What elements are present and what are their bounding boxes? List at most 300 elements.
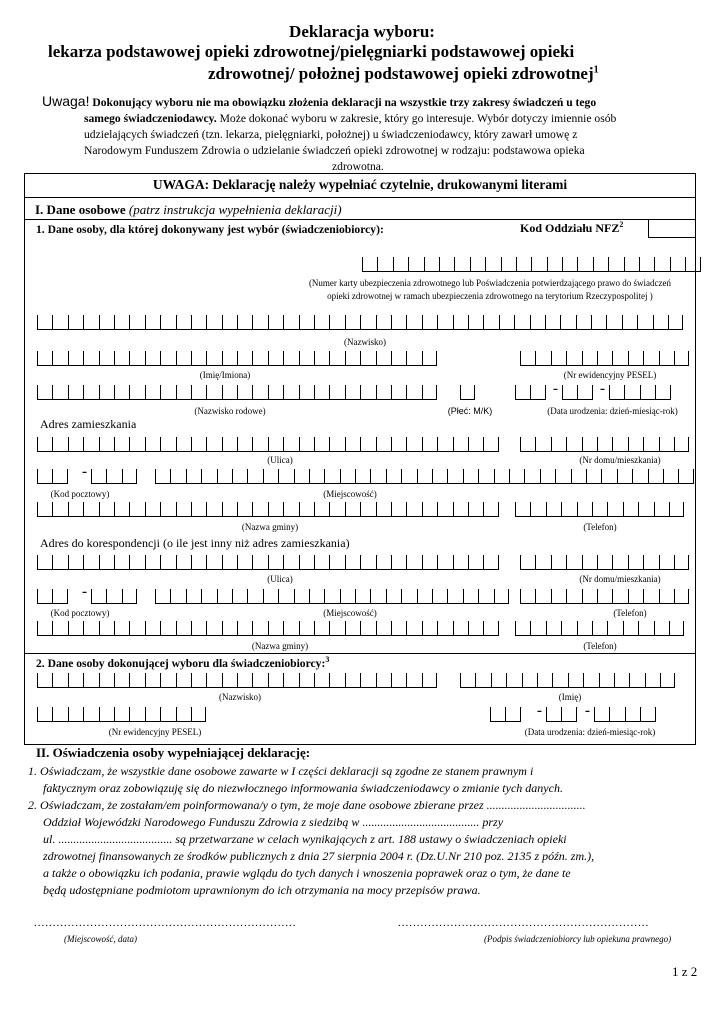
input-cell[interactable] (625, 707, 640, 722)
input-cell[interactable] (530, 315, 545, 330)
input-cell[interactable] (237, 673, 252, 688)
input-cell[interactable] (99, 315, 114, 330)
input-cell[interactable] (460, 385, 475, 400)
input-cell[interactable] (145, 502, 160, 517)
input-cell[interactable] (453, 621, 468, 636)
input-cell[interactable] (546, 621, 561, 636)
input-cell[interactable] (294, 589, 309, 604)
input-cell[interactable] (114, 707, 129, 722)
input-cell[interactable] (222, 437, 237, 452)
input-cell[interactable] (640, 385, 655, 400)
input-cell[interactable] (535, 437, 550, 452)
input-cell[interactable] (566, 589, 581, 604)
input-cell[interactable] (129, 621, 144, 636)
corr-street-field[interactable] (37, 555, 499, 570)
input-cell[interactable] (628, 437, 643, 452)
input-cell[interactable] (345, 673, 360, 688)
input-cell[interactable] (263, 469, 278, 484)
input-cell[interactable] (628, 589, 643, 604)
input-cell[interactable] (329, 502, 344, 517)
input-cell[interactable] (422, 437, 437, 452)
input-cell[interactable] (283, 385, 298, 400)
input-cell[interactable] (674, 351, 689, 366)
input-cell[interactable] (376, 351, 391, 366)
phone-field[interactable] (515, 502, 684, 517)
pesel-field[interactable] (520, 351, 689, 366)
input-cell[interactable] (659, 555, 674, 570)
input-cell[interactable] (83, 385, 98, 400)
input-cell[interactable] (643, 351, 658, 366)
input-cell[interactable] (607, 502, 622, 517)
input-cell[interactable] (247, 469, 262, 484)
input-cell[interactable] (535, 351, 550, 366)
input-cell[interactable] (494, 469, 509, 484)
input-cell[interactable] (206, 555, 221, 570)
input-cell[interactable] (329, 555, 344, 570)
input-cell[interactable] (68, 351, 83, 366)
input-cell[interactable] (191, 555, 206, 570)
input-cell[interactable] (612, 437, 627, 452)
input-cell[interactable] (99, 385, 114, 400)
input-cell[interactable] (345, 621, 360, 636)
input-cell[interactable] (491, 673, 506, 688)
corr-city-field[interactable] (155, 589, 509, 604)
input-cell[interactable] (670, 257, 685, 272)
input-cell[interactable] (515, 385, 530, 400)
input-cell[interactable] (52, 469, 67, 484)
input-cell[interactable] (566, 437, 581, 452)
input-cell[interactable] (129, 673, 144, 688)
input-cell[interactable] (360, 621, 375, 636)
input-cell[interactable] (624, 257, 639, 272)
input-cell[interactable] (129, 315, 144, 330)
input-cell[interactable] (645, 673, 660, 688)
input-cell[interactable] (83, 555, 98, 570)
input-cell[interactable] (406, 351, 421, 366)
input-cell[interactable] (314, 437, 329, 452)
input-cell[interactable] (437, 555, 452, 570)
input-cell[interactable] (170, 469, 185, 484)
input-cell[interactable] (83, 707, 98, 722)
input-cell[interactable] (417, 589, 432, 604)
input-cell[interactable] (91, 469, 106, 484)
input-cell[interactable] (545, 315, 560, 330)
input-cell[interactable] (252, 385, 267, 400)
input-cell[interactable] (663, 469, 678, 484)
input-cell[interactable] (145, 673, 160, 688)
input-cell[interactable] (597, 589, 612, 604)
input-cell[interactable] (623, 621, 638, 636)
input-cell[interactable] (191, 385, 206, 400)
input-cell[interactable] (422, 385, 437, 400)
input-cell[interactable] (468, 555, 483, 570)
input-cell[interactable] (345, 555, 360, 570)
input-cell[interactable] (376, 437, 391, 452)
input-cell[interactable] (360, 673, 375, 688)
input-cell[interactable] (145, 621, 160, 636)
input-cell[interactable] (176, 437, 191, 452)
birth-day-field[interactable] (515, 385, 546, 400)
input-cell[interactable] (562, 385, 577, 400)
input-cell[interactable] (114, 315, 129, 330)
input-cell[interactable] (83, 315, 98, 330)
input-cell[interactable] (485, 257, 500, 272)
input-cell[interactable] (437, 502, 452, 517)
input-cell[interactable] (129, 437, 144, 452)
input-cell[interactable] (520, 555, 535, 570)
input-cell[interactable] (594, 707, 609, 722)
input-cell[interactable] (408, 257, 423, 272)
input-cell[interactable] (475, 673, 490, 688)
input-cell[interactable] (638, 621, 653, 636)
input-cell[interactable] (160, 555, 175, 570)
input-cell[interactable] (106, 469, 121, 484)
input-cell[interactable] (360, 502, 375, 517)
input-cell[interactable] (237, 351, 252, 366)
input-cell[interactable] (609, 385, 624, 400)
input-cell[interactable] (99, 437, 114, 452)
input-cell[interactable] (129, 502, 144, 517)
input-cell[interactable] (654, 257, 669, 272)
input-cell[interactable] (561, 502, 576, 517)
input-cell[interactable] (453, 555, 468, 570)
input-cell[interactable] (447, 469, 462, 484)
input-cell[interactable] (468, 621, 483, 636)
input-cell[interactable] (432, 589, 447, 604)
input-cell[interactable] (608, 257, 623, 272)
input-cell[interactable] (114, 555, 129, 570)
pesel2-field[interactable] (37, 707, 206, 722)
input-cell[interactable] (561, 707, 576, 722)
input-cell[interactable] (376, 673, 391, 688)
input-cell[interactable] (506, 673, 521, 688)
input-cell[interactable] (52, 673, 67, 688)
input-cell[interactable] (614, 673, 629, 688)
input-cell[interactable] (37, 707, 52, 722)
input-cell[interactable] (99, 673, 114, 688)
input-cell[interactable] (160, 707, 175, 722)
input-cell[interactable] (674, 555, 689, 570)
input-cell[interactable] (52, 502, 67, 517)
input-cell[interactable] (577, 621, 592, 636)
input-cell[interactable] (535, 555, 550, 570)
input-cell[interactable] (643, 589, 658, 604)
input-cell[interactable] (160, 437, 175, 452)
input-cell[interactable] (360, 437, 375, 452)
input-cell[interactable] (674, 589, 689, 604)
input-cell[interactable] (52, 385, 67, 400)
input-cell[interactable] (591, 315, 606, 330)
birth-month-field[interactable] (562, 385, 593, 400)
input-cell[interactable] (222, 315, 237, 330)
input-cell[interactable] (114, 351, 129, 366)
input-cell[interactable] (299, 502, 314, 517)
input-cell[interactable] (329, 385, 344, 400)
input-cell[interactable] (37, 502, 52, 517)
birth-year-field[interactable] (609, 385, 671, 400)
input-cell[interactable] (422, 621, 437, 636)
input-cell[interactable] (114, 673, 129, 688)
nfz-code-field[interactable] (648, 219, 696, 238)
input-cell[interactable] (552, 673, 567, 688)
input-cell[interactable] (222, 555, 237, 570)
input-cell[interactable] (176, 621, 191, 636)
input-cell[interactable] (176, 385, 191, 400)
input-cell[interactable] (501, 257, 516, 272)
input-cell[interactable] (355, 589, 370, 604)
input-cell[interactable] (377, 257, 392, 272)
input-cell[interactable] (551, 555, 566, 570)
input-cell[interactable] (99, 555, 114, 570)
input-cell[interactable] (191, 673, 206, 688)
input-cell[interactable] (612, 555, 627, 570)
input-cell[interactable] (509, 469, 524, 484)
input-cell[interactable] (601, 469, 616, 484)
input-cell[interactable] (360, 315, 375, 330)
corr-postal-code-1-field[interactable] (37, 589, 68, 604)
input-cell[interactable] (191, 351, 206, 366)
input-cell[interactable] (37, 315, 52, 330)
input-cell[interactable] (314, 351, 329, 366)
input-cell[interactable] (391, 502, 406, 517)
input-cell[interactable] (376, 621, 391, 636)
input-cell[interactable] (592, 621, 607, 636)
input-cell[interactable] (607, 621, 622, 636)
input-cell[interactable] (314, 315, 329, 330)
input-cell[interactable] (470, 257, 485, 272)
input-cell[interactable] (345, 502, 360, 517)
input-cell[interactable] (309, 589, 324, 604)
input-cell[interactable] (191, 315, 206, 330)
input-cell[interactable] (176, 555, 191, 570)
input-cell[interactable] (669, 502, 684, 517)
input-cell[interactable] (577, 385, 592, 400)
input-cell[interactable] (483, 437, 498, 452)
input-cell[interactable] (206, 385, 221, 400)
input-cell[interactable] (37, 555, 52, 570)
input-cell[interactable] (617, 469, 632, 484)
input-cell[interactable] (391, 555, 406, 570)
input-cell[interactable] (654, 621, 669, 636)
input-cell[interactable] (268, 437, 283, 452)
input-cell[interactable] (106, 589, 121, 604)
input-cell[interactable] (247, 589, 262, 604)
input-cell[interactable] (648, 469, 663, 484)
input-cell[interactable] (638, 502, 653, 517)
input-cell[interactable] (530, 621, 545, 636)
input-cell[interactable] (568, 673, 583, 688)
input-cell[interactable] (376, 315, 391, 330)
postal-code-2-field[interactable] (91, 469, 137, 484)
input-cell[interactable] (268, 621, 283, 636)
input-cell[interactable] (401, 469, 416, 484)
input-cell[interactable] (674, 437, 689, 452)
input-cell[interactable] (560, 315, 575, 330)
input-cell[interactable] (299, 555, 314, 570)
input-cell[interactable] (355, 469, 370, 484)
input-cell[interactable] (406, 315, 421, 330)
input-cell[interactable] (299, 351, 314, 366)
input-cell[interactable] (592, 502, 607, 517)
input-cell[interactable] (551, 351, 566, 366)
input-cell[interactable] (515, 502, 530, 517)
input-cell[interactable] (340, 469, 355, 484)
input-cell[interactable] (406, 437, 421, 452)
input-cell[interactable] (252, 437, 267, 452)
input-cell[interactable] (160, 315, 175, 330)
input-cell[interactable] (494, 589, 509, 604)
input-cell[interactable] (114, 502, 129, 517)
first-name2-field[interactable] (460, 673, 675, 688)
input-cell[interactable] (191, 502, 206, 517)
input-cell[interactable] (52, 621, 67, 636)
input-cell[interactable] (453, 315, 468, 330)
input-cell[interactable] (360, 351, 375, 366)
input-cell[interactable] (576, 315, 591, 330)
input-cell[interactable] (232, 589, 247, 604)
input-cell[interactable] (145, 351, 160, 366)
input-cell[interactable] (628, 555, 643, 570)
first-name-field[interactable] (37, 351, 437, 366)
input-cell[interactable] (268, 555, 283, 570)
input-cell[interactable] (283, 315, 298, 330)
input-cell[interactable] (597, 555, 612, 570)
input-cell[interactable] (659, 351, 674, 366)
input-cell[interactable] (268, 673, 283, 688)
input-cell[interactable] (37, 673, 52, 688)
input-cell[interactable] (370, 469, 385, 484)
input-cell[interactable] (252, 555, 267, 570)
input-cell[interactable] (129, 385, 144, 400)
input-cell[interactable] (299, 385, 314, 400)
input-cell[interactable] (283, 621, 298, 636)
input-cell[interactable] (99, 621, 114, 636)
input-cell[interactable] (453, 437, 468, 452)
input-cell[interactable] (582, 351, 597, 366)
input-cell[interactable] (237, 502, 252, 517)
input-cell[interactable] (176, 315, 191, 330)
input-cell[interactable] (551, 589, 566, 604)
input-cell[interactable] (360, 385, 375, 400)
input-cell[interactable] (186, 589, 201, 604)
input-cell[interactable] (345, 351, 360, 366)
input-cell[interactable] (99, 351, 114, 366)
input-cell[interactable] (176, 502, 191, 517)
input-cell[interactable] (37, 589, 52, 604)
input-cell[interactable] (222, 385, 237, 400)
input-cell[interactable] (546, 707, 561, 722)
input-cell[interactable] (514, 315, 529, 330)
input-cell[interactable] (201, 589, 216, 604)
input-cell[interactable] (577, 257, 592, 272)
input-cell[interactable] (68, 707, 83, 722)
input-cell[interactable] (490, 707, 505, 722)
input-cell[interactable] (283, 555, 298, 570)
input-cell[interactable] (324, 589, 339, 604)
input-cell[interactable] (268, 385, 283, 400)
input-cell[interactable] (237, 621, 252, 636)
input-cell[interactable] (278, 589, 293, 604)
input-cell[interactable] (129, 555, 144, 570)
surname2-field[interactable] (37, 673, 437, 688)
input-cell[interactable] (393, 257, 408, 272)
input-cell[interactable] (460, 673, 475, 688)
input-cell[interactable] (160, 351, 175, 366)
input-cell[interactable] (329, 351, 344, 366)
input-cell[interactable] (531, 257, 546, 272)
input-cell[interactable] (252, 621, 267, 636)
input-cell[interactable] (483, 621, 498, 636)
input-cell[interactable] (478, 469, 493, 484)
input-cell[interactable] (222, 621, 237, 636)
corr-phone-field-2[interactable] (515, 621, 684, 636)
input-cell[interactable] (516, 257, 531, 272)
input-cell[interactable] (555, 469, 570, 484)
input-cell[interactable] (422, 351, 437, 366)
input-cell[interactable] (422, 673, 437, 688)
input-cell[interactable] (176, 673, 191, 688)
input-cell[interactable] (83, 673, 98, 688)
input-cell[interactable] (537, 673, 552, 688)
input-cell[interactable] (424, 257, 439, 272)
input-cell[interactable] (52, 351, 67, 366)
house-no-field[interactable] (520, 437, 689, 452)
input-cell[interactable] (660, 673, 675, 688)
input-cell[interactable] (340, 589, 355, 604)
input-cell[interactable] (160, 621, 175, 636)
input-cell[interactable] (155, 589, 170, 604)
input-cell[interactable] (160, 673, 175, 688)
input-cell[interactable] (191, 437, 206, 452)
card-number-field[interactable] (362, 257, 701, 272)
input-cell[interactable] (659, 437, 674, 452)
input-cell[interactable] (639, 257, 654, 272)
input-cell[interactable] (222, 351, 237, 366)
input-cell[interactable] (309, 469, 324, 484)
input-cell[interactable] (206, 502, 221, 517)
input-cell[interactable] (678, 469, 693, 484)
input-cell[interactable] (483, 315, 498, 330)
street-field[interactable] (37, 437, 499, 452)
input-cell[interactable] (91, 589, 106, 604)
input-cell[interactable] (659, 589, 674, 604)
input-cell[interactable] (68, 502, 83, 517)
input-cell[interactable] (406, 385, 421, 400)
input-cell[interactable] (283, 437, 298, 452)
input-cell[interactable] (283, 351, 298, 366)
input-cell[interactable] (406, 502, 421, 517)
input-cell[interactable] (653, 315, 668, 330)
input-cell[interactable] (83, 351, 98, 366)
input-cell[interactable] (540, 469, 555, 484)
input-cell[interactable] (483, 502, 498, 517)
input-cell[interactable] (52, 437, 67, 452)
input-cell[interactable] (268, 502, 283, 517)
input-cell[interactable] (252, 351, 267, 366)
input-cell[interactable] (437, 621, 452, 636)
input-cell[interactable] (561, 621, 576, 636)
corr-phone-field-1[interactable] (520, 589, 689, 604)
input-cell[interactable] (406, 621, 421, 636)
input-cell[interactable] (222, 502, 237, 517)
input-cell[interactable] (524, 469, 539, 484)
input-cell[interactable] (114, 621, 129, 636)
birth-day2-field[interactable] (490, 707, 521, 722)
input-cell[interactable] (345, 437, 360, 452)
input-cell[interactable] (520, 437, 535, 452)
input-cell[interactable] (632, 469, 647, 484)
maiden-name-field[interactable] (37, 385, 437, 400)
